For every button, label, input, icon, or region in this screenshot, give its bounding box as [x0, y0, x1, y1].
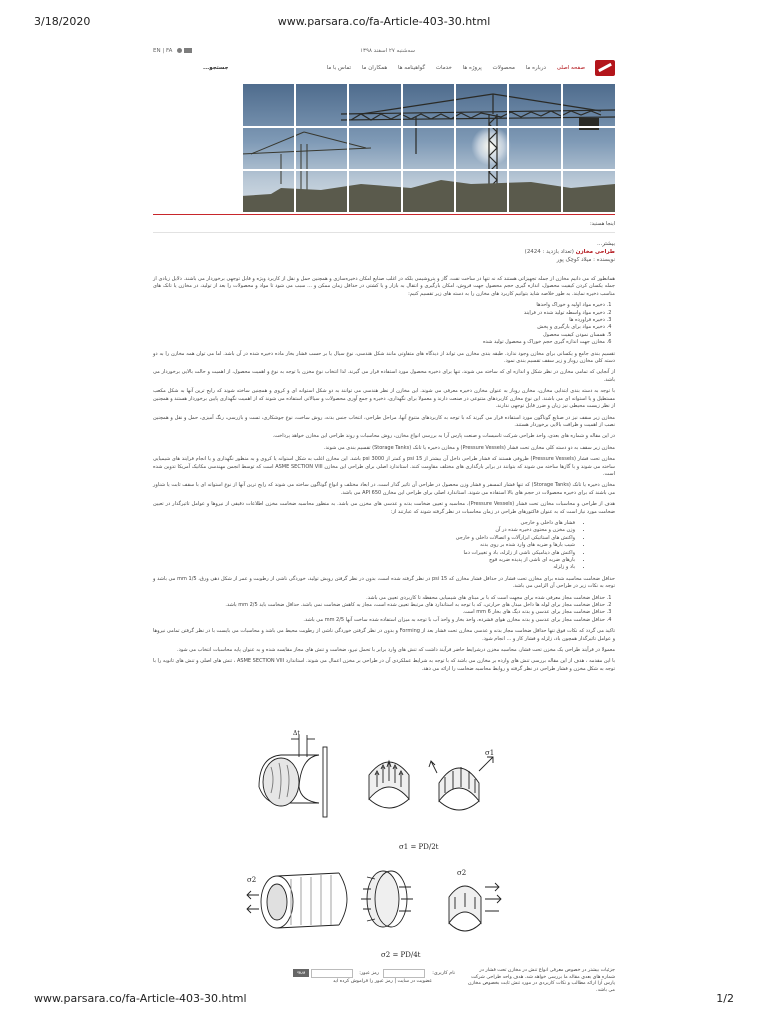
nav-item-projects[interactable]: پروژه ها [462, 65, 482, 71]
sigma2-label-left: σ2 [247, 876, 257, 884]
hoop-stress-formula: σ1 = PD/2t [399, 843, 439, 851]
article-title-text: طراحی مخازن [575, 249, 615, 255]
list-item: 6. مخازن جهت اندازه گیری حجم خوراک و محصول تولید شده [153, 339, 605, 346]
article-author: نویسنده : میلاد کوچک پور [556, 257, 615, 263]
uses-list [153, 302, 615, 346]
paragraph: تقسیم بندی جامع و یکسانی برای مخازن وجود ندارد. طبقه بندی مخازن می تواند از دیدگاه های متفاوتی مانند شکل هندسی، نوع سیال یا بر حسب فشار بخار ماده ذخیره شده در آن باشد. اما می توان همه مخازن را به دو دسته کلی مخازن روباز و زیر سقف تقسیم بندی نمود. [153, 350, 615, 365]
login-button[interactable]: ورود [293, 969, 309, 977]
article-title [153, 248, 615, 256]
header-banner-image [241, 84, 615, 212]
nav-item-about[interactable]: درباره ما [525, 65, 546, 71]
nav-item-certificates[interactable]: گواهینامه ها [397, 65, 426, 71]
longitudinal-stress-formula: σ2 = PD/4t [381, 951, 421, 959]
print-date: 3/18/2020 [34, 15, 91, 28]
list-item: 2. حداقل ضخامت مجاز برای لوله ها داخل مبدل های حرارتی، که با توجه به استاندارد های مرتبط تعیین شده است، مجاز به کاهش ضخامت نمی باشد. حداقل ضخامت باید mm 2/5 باشد. [153, 602, 605, 609]
nav-item-home[interactable]: صفحه اصلی [556, 65, 585, 71]
nav-menu [318, 65, 585, 71]
list-item: 4. حداقل ضخامت مجاز برای عدسی و بدنه مخازن هوای فشرده، واحد بخار و واحد آب با توجه به میزان استفاده شده ساخت آنها mm 2/5 می باشد. [153, 617, 605, 624]
main-nav [153, 56, 615, 82]
username-input[interactable] [383, 969, 425, 978]
mail-icon[interactable] [184, 48, 192, 53]
thickness-symbol: Δt [293, 730, 300, 737]
thickness-notes-list [153, 595, 615, 625]
list-item: 2. ذخیره مواد واسطه تولید شده در فرایند [153, 310, 605, 317]
paragraph: از آنجایی که تمامی مخازن در نظر شکل و اندازه ای که ساخته می شوند، تنها برای ذخیره محصول مورد استفاده قرار می گیرند. لذا انتخاب نوع مخزن با توجه به نوع و اهمیت محصول، از اهمیت و حالت بالایی برخوردار می باشد. [153, 369, 615, 383]
list-item: • فشار های داخلی و خارجی [153, 520, 575, 527]
today-date: سه‌شنبه ۲۷ اسفند ۱۳۹۸ [360, 48, 415, 54]
list-item: 4. ذخیره مواد برای بارگیری و پخش [153, 324, 605, 331]
nav-item-services[interactable]: خدمات [435, 65, 452, 71]
print-url-bottom: www.parsara.co/fa-Article-403-30.html [34, 992, 247, 1005]
user-icon[interactable] [177, 48, 182, 53]
password-input[interactable] [311, 969, 353, 978]
username-label: نام کاربری: [432, 971, 455, 976]
banner-divider [153, 214, 615, 215]
paragraph: در این مقاله و شماره های بعدی، واحد طراحی شرکت تاسیسات و صنعت پارس آرا به بررسی انواع مخازن، روش محاسبات و روند طراحی این مخازن خواهد پرداخت. [272, 433, 615, 440]
stress-diagram-figure [241, 727, 516, 967]
print-header [34, 15, 734, 29]
article-views: (تعداد بازدید : 2424) [524, 249, 574, 255]
list-item: • واکنش های استاتیکی ابزارآلات و اتصالات داخلی و خارجی [153, 535, 575, 542]
paragraph: حداقل ضخامت محاسبه شده برای مخازن تحت فشار در حداقل فشار مخازن که psi 15 در نظر گرفته شده است، بدون در نظر گرفتن رویش تولید، خوردگی ناشی از رطوبت و عمر از شکل دهی ورق، mm 1/5 می باشد و توجه به نکات زیر در طراحی آن الزامی می باشد. [153, 575, 615, 590]
paragraph: با توجه به دسته بندی ابتدایی مخازن، مخازن روباز به عنوان مخازن ذخیره معرفی می شوند. این مخازن از نظر هندسی می توانند به دو شکل استوانه ای و کروی و همچنین ساخته شوند که رایج ترین آنها به شکل مکعب مستطیل و یا استوانه ای می باشند. این نوع مخازن کاربردهای متنوعی در صنعت دارند و معمولا برای نگهداری، ذخیره و جمع آوری محصولات و سیالاتی استفاده می شوند که از اهمیت نگهداری پایین برخوردار هستند و همچنین از نظر زیست محیطی نیز زیان و ضرر قابل توجهی ندارند. [153, 388, 615, 410]
print-footer [34, 992, 734, 1006]
paragraph: مخازن تحت فشار (Pressure Vessels) ظروفی هستند که فشار طراحی داخل آن بیشتر از psi 15 و کمتر از psi 3000 باشد. این مخازن اغلب به شکل استوانه یا کروی و به منظور نگهداری و یا انجام فرایند های شیمیایی ساخته می شوند و با گازها ساخته می شوند که بتوانند در برابر بارگذاری های مختلف مقاومت کنند. استاندارد اصلی برای طراحی این مخازن ASME SECTION VIII است که توسط انجمن مهندسی مکانیک آمریکا تدوین شده است. [153, 456, 616, 477]
list-item: 3. حداقل ضخامت مجاز برای عدسی و بدنه دیگ های بخار mm 6 است. [153, 609, 605, 616]
list-item: 1. حداقل ضخامت مجاز معرفی شده برای مجهت است که با بر مبنای های شیمیایی محفظه تا کاربردی تعیین می باشد. [153, 595, 605, 602]
paragraph: تاکید می گردد که نکات فوق تنها حداقل ضخامت مجاز بدنه و عدسی مخازن تحت فشار بعد از Forming و بدون در نظر گرفتن خوردگی ناشی از رطوبت محیط می باشد و محاسبات می بایست با در نظر گرفتن تمامی نیروها و عوامل تاثیرگذار همچون باد، زلزله و فشار کار و ... انجام شود. [153, 628, 615, 642]
nav-item-products[interactable]: محصولات [492, 65, 515, 71]
closing-note: جزئیات بیشتر در خصوص معرفی انواع تنش در مخازن تحت فشار در شماره های بعدی مقاله ما بررسی خواهد شد. هدف واحد طراحی شرکت پارس آرا ارائه مطالب و نکات کاربردی در مورد تنش ثابت بخصوص مخازن می باشد. [467, 968, 615, 993]
sigma2-label-right: σ2 [457, 869, 467, 877]
paragraph: هدف از طراحی و محاسبات مخازن تحت فشار (Pressure Vessels)، محاسبه و تعیین ضخامت بدنه و عدسی های مخزن می باشد. به منظور محاسبه ضخامت مخزن اطلاعات دقیقی از نیروها و عوامل تاثیرگذار در تعیین ضخامت مورد نیاز است که به عنوان فاکتورهای طراحی در زمان محاسبات در نظر گرفته شوند که عبارتند از: [153, 501, 616, 515]
search-box[interactable]: جستجو... [203, 65, 229, 71]
password-label: رمز عبور: [359, 971, 379, 976]
parsara-logo[interactable] [595, 60, 615, 76]
breadcrumb: اینجا هستید: [589, 221, 615, 227]
paragraph: معمولا در فرآیند طراحی یک مخزن تحت فشار، محاسبه مخزن درشرایط حاضر فرآیند داشت که تنش های وارد برابر با تحمل نیرو، ضخامت و تنش های مجاز مقایسه شده و به عنوان پایه محاسبات انتخاب می شود. [177, 647, 615, 654]
paragraph-intro: همانطور که می دانیم مخازن از جمله تجهیزاتی هستند که نه تنها در ساخت نفت، گاز و پتروشیمی بلکه در اغلب صنایع امکان ذخیره‌سازی و همچنین حمل و نقل از کاربرد ویژه و قابل توجهی برخوردار می باشند. دلایل زیادی از جمله یکسان کردن کیفیت محصول، اندازه گیری حجم محصول جهت فروش، امکان بارگیری و انتقال به بازار و یا کشتی در حداقل زمان ممکن و ... سبب می شود تا مواد و محصولات را بعد از تولید، در مخازن یا تانک های مناسب ذخیره نمایند. به طور خلاصه شاید بتوانیم کاربرد های مخازن را به دسته های زیر تقسیم کنیم: [153, 276, 615, 297]
list-item: • بارهای ضربه ای ناشی از پدیده ضربه قوچ [153, 557, 575, 564]
article-header [153, 240, 615, 264]
print-url-top: www.parsara.co/fa-Article-403-30.html [277, 15, 491, 28]
list-item: • وزن مخزن و محتوی ذخیره شده در آن [153, 527, 575, 534]
list-item: 5. همسان نمودن کیفیت محصول [153, 332, 605, 339]
design-factors-list [153, 520, 615, 572]
login-strip [153, 968, 615, 993]
nav-item-contact[interactable]: تماس با ما [326, 65, 352, 71]
article-body [153, 276, 615, 677]
paragraph: مخازن زیر سقف به دو دسته کلی مخازن تحت فشار (Pressure Vessels) و مخازن ذخیره یا تانک (Storage Tanks) تقسیم بندی می شوند. [323, 444, 615, 451]
sigma1-label: σ1 [485, 749, 495, 757]
paragraph: با این مقدمه ، هدف از این مقاله بررسی تنش های وارده بر مخازن می باشد که با توجه به شرایط عملکردی آن در طراحی بر مخزن اعمال می شوند. استاندارد ASME SECTION VIII ، تنش های اصلی و تنش های ثانویه را با توجه به شکل مخزن و فشار طراحی در نظر گرفته و روابط محاسبه ضخامت را ارائه می دهد. [153, 658, 616, 672]
list-item: 1. ذخیره مواد اولیه و خوراک واحدها [153, 302, 605, 309]
paragraph: مخازن ذخیره یا تانک (Storage Tanks) که تنها فشار اتمسفر و فشار وزن محصول در طراحی آن تاثیر گذار است، در ابعاد مختلف و انواع گوناگون ساخته می شوند که رایج ترین آنها از نوع استوانه ای با سقف ثابت یا شناور می باشند که برای ذخیره محصولات در حجم های بالا استفاده می شوند. استاندارد اصلی برای طراحی این مخازن API 650 می باشد. [153, 482, 615, 496]
page-number: 1/2 [716, 992, 734, 1005]
article-section[interactable]: بیشتر... [596, 241, 615, 247]
nav-item-partners[interactable]: همکاران ما [361, 65, 388, 71]
language-switch[interactable]: EN | FA [153, 48, 173, 54]
top-icons [177, 48, 192, 54]
register-forgot-links[interactable]: عضویت در سایت | رمز عبور را فراموش کرده اید [333, 979, 433, 984]
paragraph: مخازن زیر سقف نیز در صنایع گوناگون مورد استفاده قرار می گیرند که با توجه به کاربردهای متنوع آنها، مراحل طراحی، انتخاب جنس بدنه، روش ساخت، نوع جوشکاری، تست و بازرسی، رنگ آمیزی، حمل و نقل و همچنین نصب از اهمیت و ظرافت بالایی برخوردار هستند. [153, 414, 615, 428]
list-item: 3. ذخیره فراورده ها [153, 317, 605, 324]
divider [153, 232, 615, 233]
web-page [153, 42, 616, 993]
list-item: • باد و زلزله [153, 564, 575, 571]
list-item: • واکنش های دینامیکی ناشی از زلزله، باد و تغییرات دما [153, 550, 575, 557]
list-item: • شیب بارها و ضربه های وارد شده بر روی بدنه [153, 542, 575, 549]
